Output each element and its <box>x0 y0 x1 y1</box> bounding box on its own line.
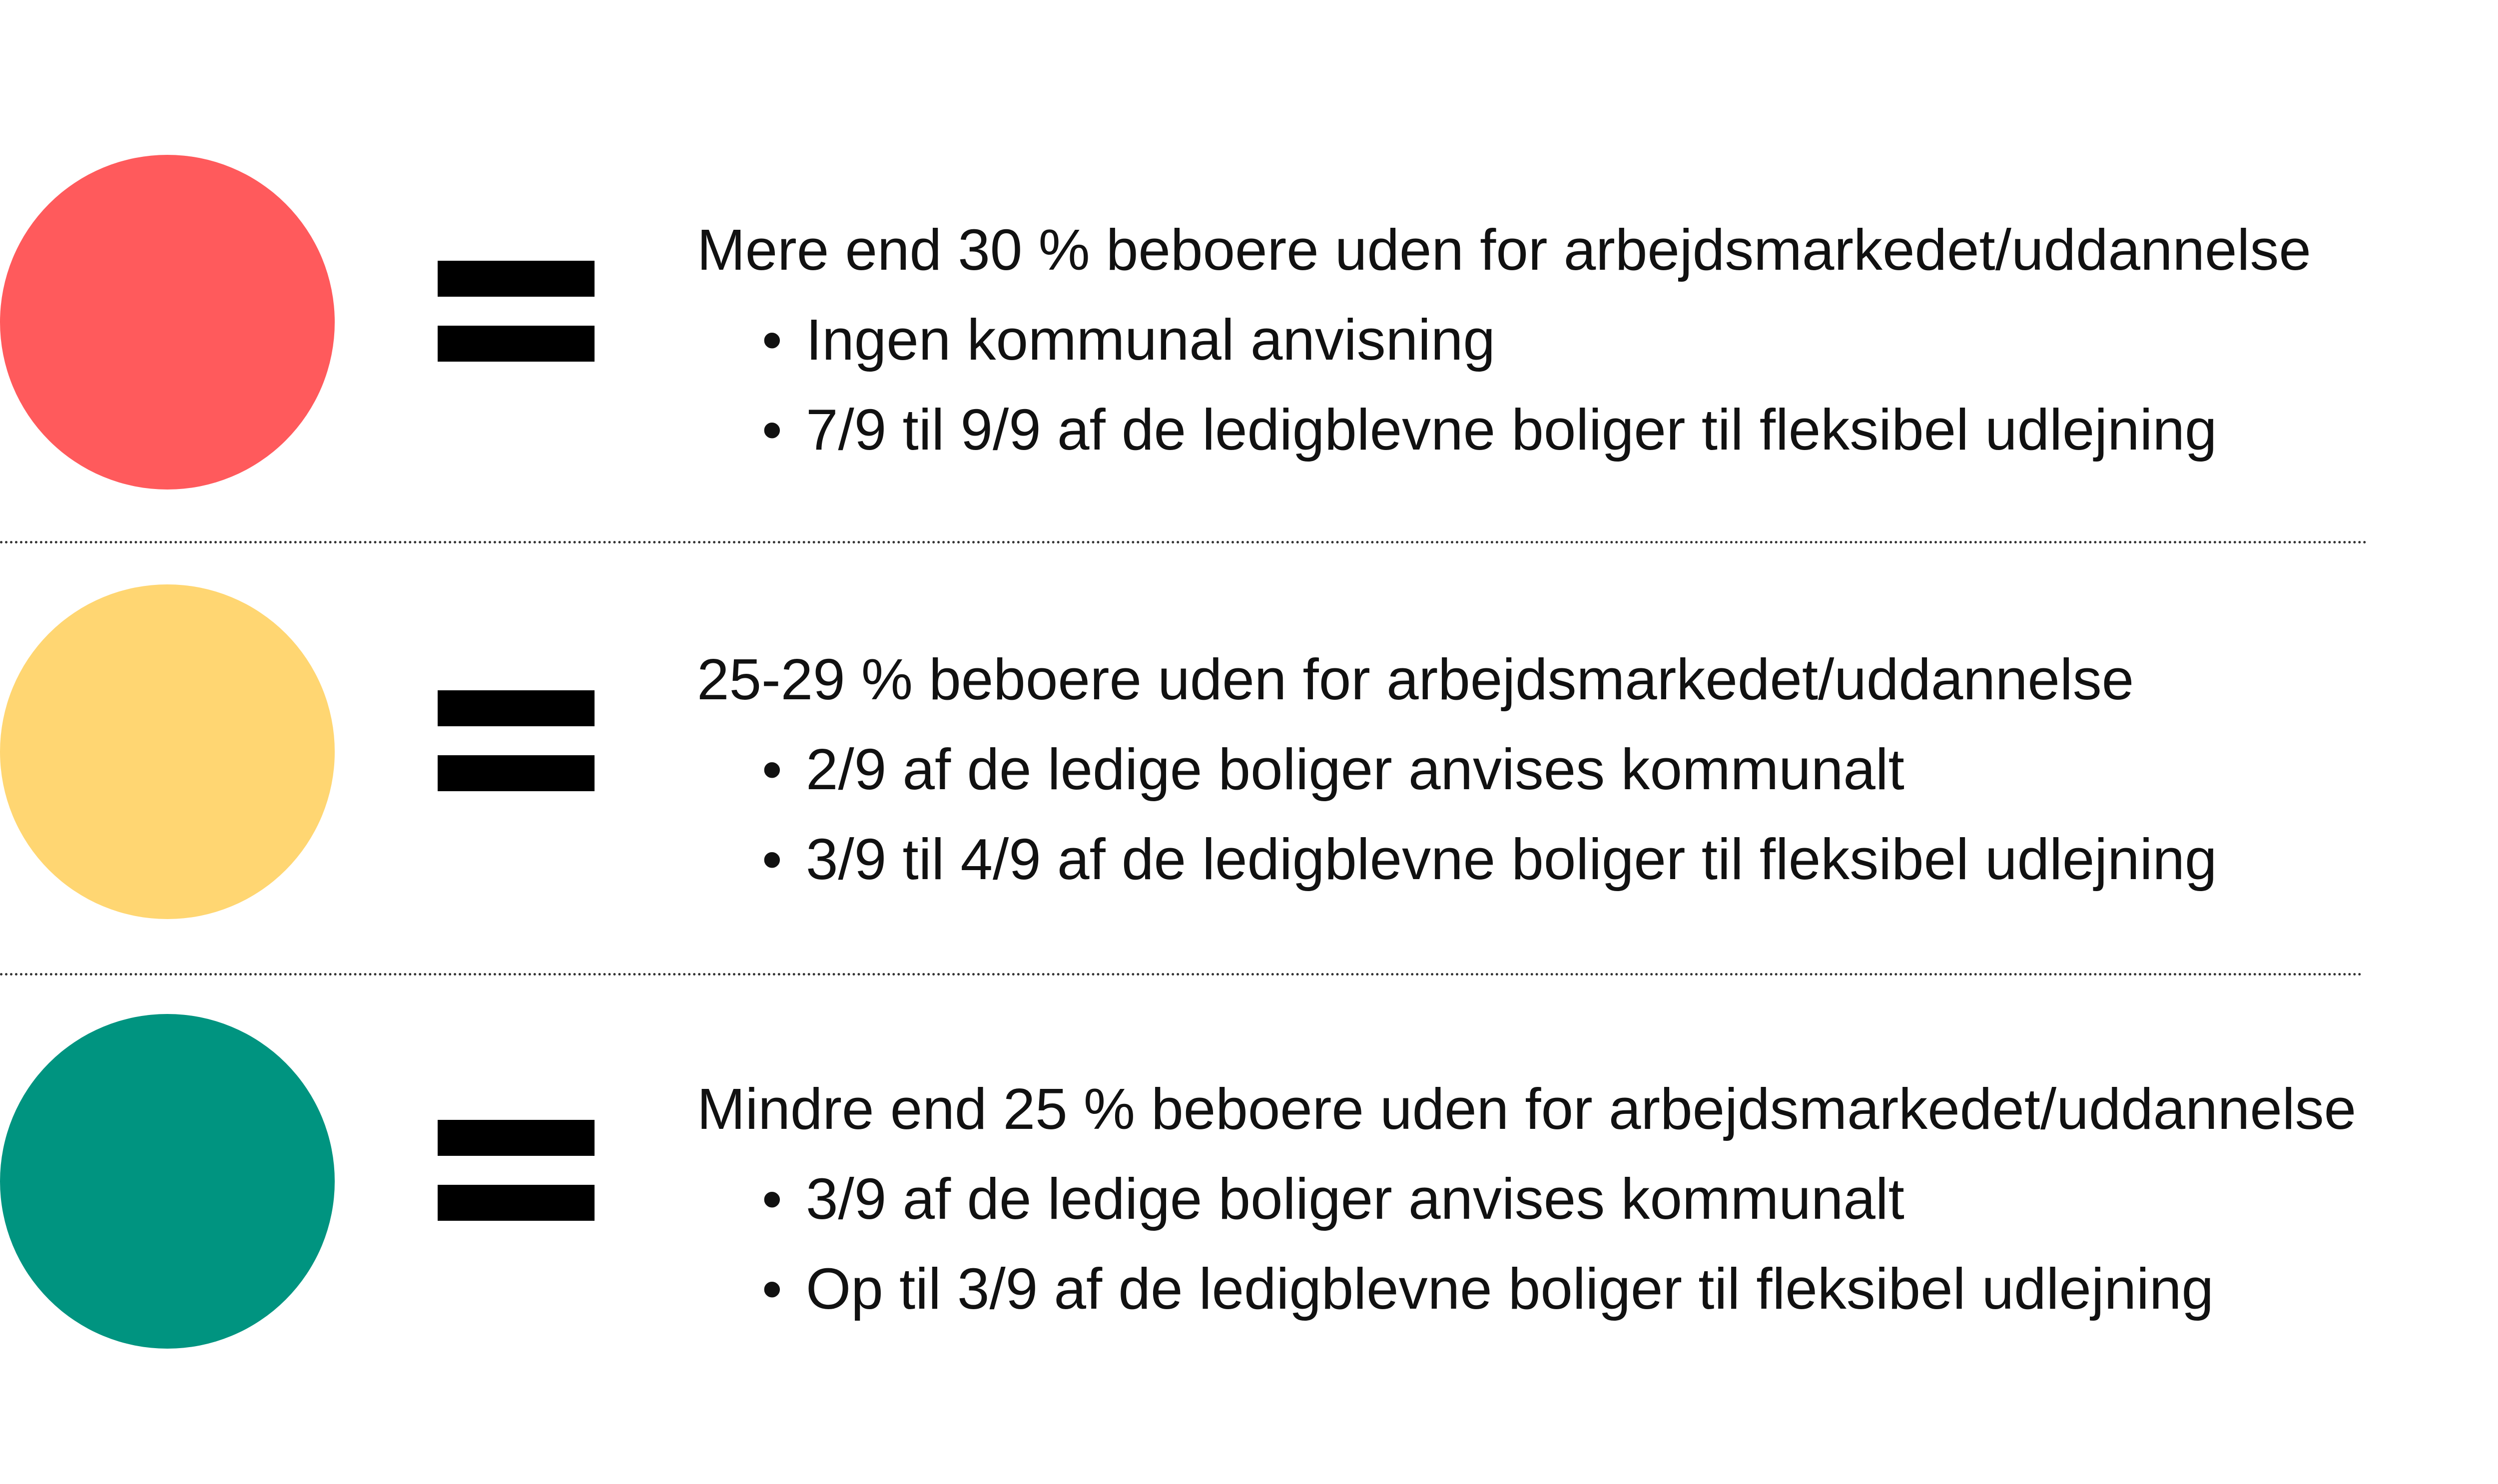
bullet-text: 3/9 til 4/9 af de ledigblevne boliger til fleksibel udlejning <box>806 827 2217 892</box>
bullet-text: 7/9 til 9/9 af de ledigblevne boliger til fleksibel udlejning <box>806 397 2217 462</box>
bullet-icon: • <box>762 737 782 802</box>
bullet-icon: • <box>762 1166 782 1231</box>
row-text <box>697 1064 2498 1334</box>
bullet-list <box>697 1154 2498 1334</box>
bullet-text: Op til 3/9 af de ledigblevne boliger til fleksibel udlejning <box>806 1256 2214 1321</box>
bullet-icon: • <box>762 397 782 462</box>
equals-sign-icon <box>438 690 595 791</box>
list-item <box>762 1154 2498 1244</box>
row-red <box>0 0 2498 462</box>
list-item <box>762 724 2498 814</box>
green-circle-icon <box>0 1014 335 1349</box>
equals-sign-icon <box>438 261 595 362</box>
bullet-icon: • <box>762 827 782 892</box>
row-headline: 25-29 % beboere uden for arbejdsmarkedet/uddannelse <box>697 647 2134 712</box>
bullet-text: Ingen kommunal anvisning <box>806 307 1495 372</box>
equals-sign-icon <box>438 1120 595 1221</box>
equals-bar-bottom <box>438 755 595 791</box>
row-yellow <box>0 430 2498 892</box>
row-green <box>0 859 2498 1321</box>
bullet-text: 2/9 af de ledige boliger anvises kommunalt <box>806 737 1904 802</box>
equals-bar-bottom <box>438 326 595 362</box>
row-headline: Mindre end 25 % beboere uden for arbejdsmarkedet/uddannelse <box>697 1076 2357 1141</box>
bullet-icon: • <box>762 307 782 372</box>
bullet-text: 3/9 af de ledige boliger anvises kommunalt <box>806 1166 1904 1231</box>
equals-bar-bottom <box>438 1185 595 1221</box>
bullet-icon: • <box>762 1256 782 1321</box>
equals-bar-top <box>438 261 595 297</box>
row-headline: Mere end 30 % beboere uden for arbejdsmarkedet/uddannelse <box>697 217 2311 282</box>
list-item <box>762 1244 2498 1334</box>
equals-bar-top <box>438 690 595 726</box>
list-item <box>762 295 2498 385</box>
equals-bar-top <box>438 1120 595 1156</box>
